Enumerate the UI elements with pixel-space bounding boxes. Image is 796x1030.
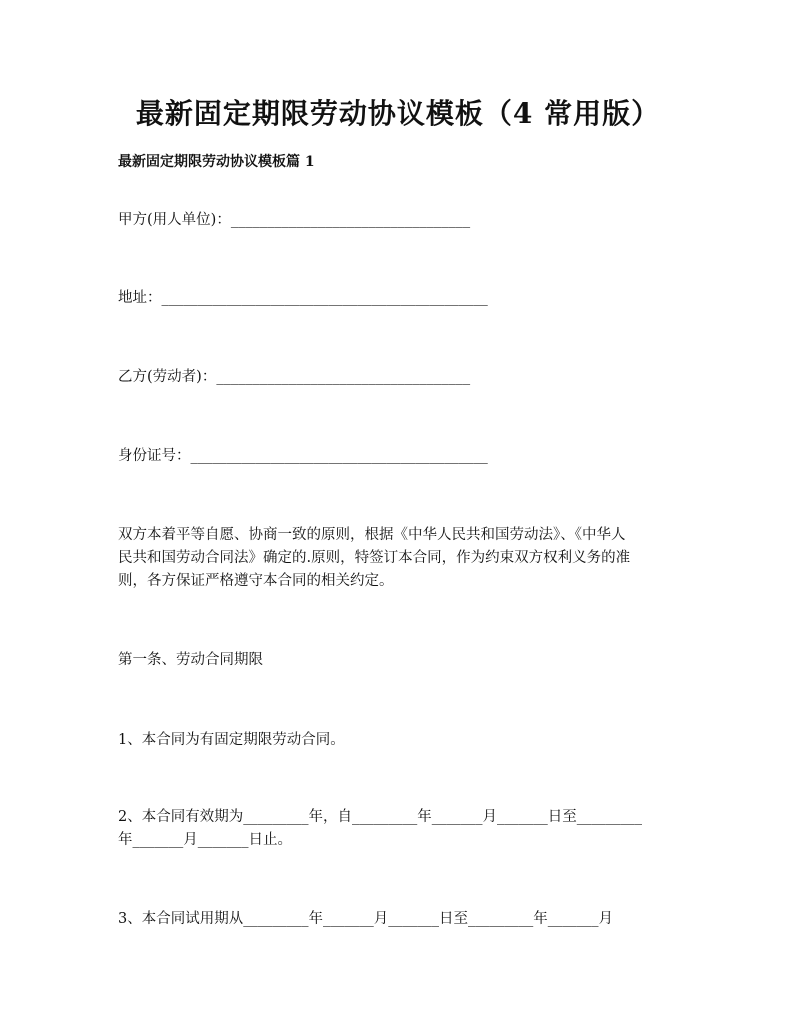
clause-2-line-2: 年_______月_______日止。 bbox=[118, 832, 292, 848]
party-a-field: 甲方(用人单位)：_________________________________ bbox=[118, 212, 471, 228]
clause-2-line-1: 2、本合同有效期为_________年，自_________年_______月_______日至_________ bbox=[118, 809, 642, 825]
intro-paragraph-line-1: 双方本着平等自愿、协商一致的原则，根据《中华人民共和国劳动法》、《中华人 bbox=[118, 527, 626, 543]
clause-3-line-1: 3、本合同试用期从_________年_______月_______日至_________年_______月 bbox=[118, 911, 613, 927]
section-subtitle: 最新固定期限劳动协议模板篇 1 bbox=[118, 154, 315, 170]
document-title: 最新固定期限劳动协议模板（4 常用版） bbox=[135, 97, 661, 130]
article-1-heading: 第一条、劳动合同期限 bbox=[118, 652, 263, 668]
intro-paragraph-line-3: 则，各方保证严格遵守本合同的相关约定。 bbox=[118, 573, 394, 589]
id-number-field: 身份证号：_________________________________________ bbox=[118, 448, 488, 464]
clause-1: 1、本合同为有固定期限劳动合同。 bbox=[118, 732, 345, 748]
party-b-field: 乙方(劳动者)：___________________________________ bbox=[118, 369, 471, 385]
address-field: 地址：_____________________________________________ bbox=[118, 290, 488, 306]
intro-paragraph-line-2: 民共和国劳动合同法》确定的.原则，特签订本合同，作为约束双方权利义务的准 bbox=[118, 550, 631, 566]
